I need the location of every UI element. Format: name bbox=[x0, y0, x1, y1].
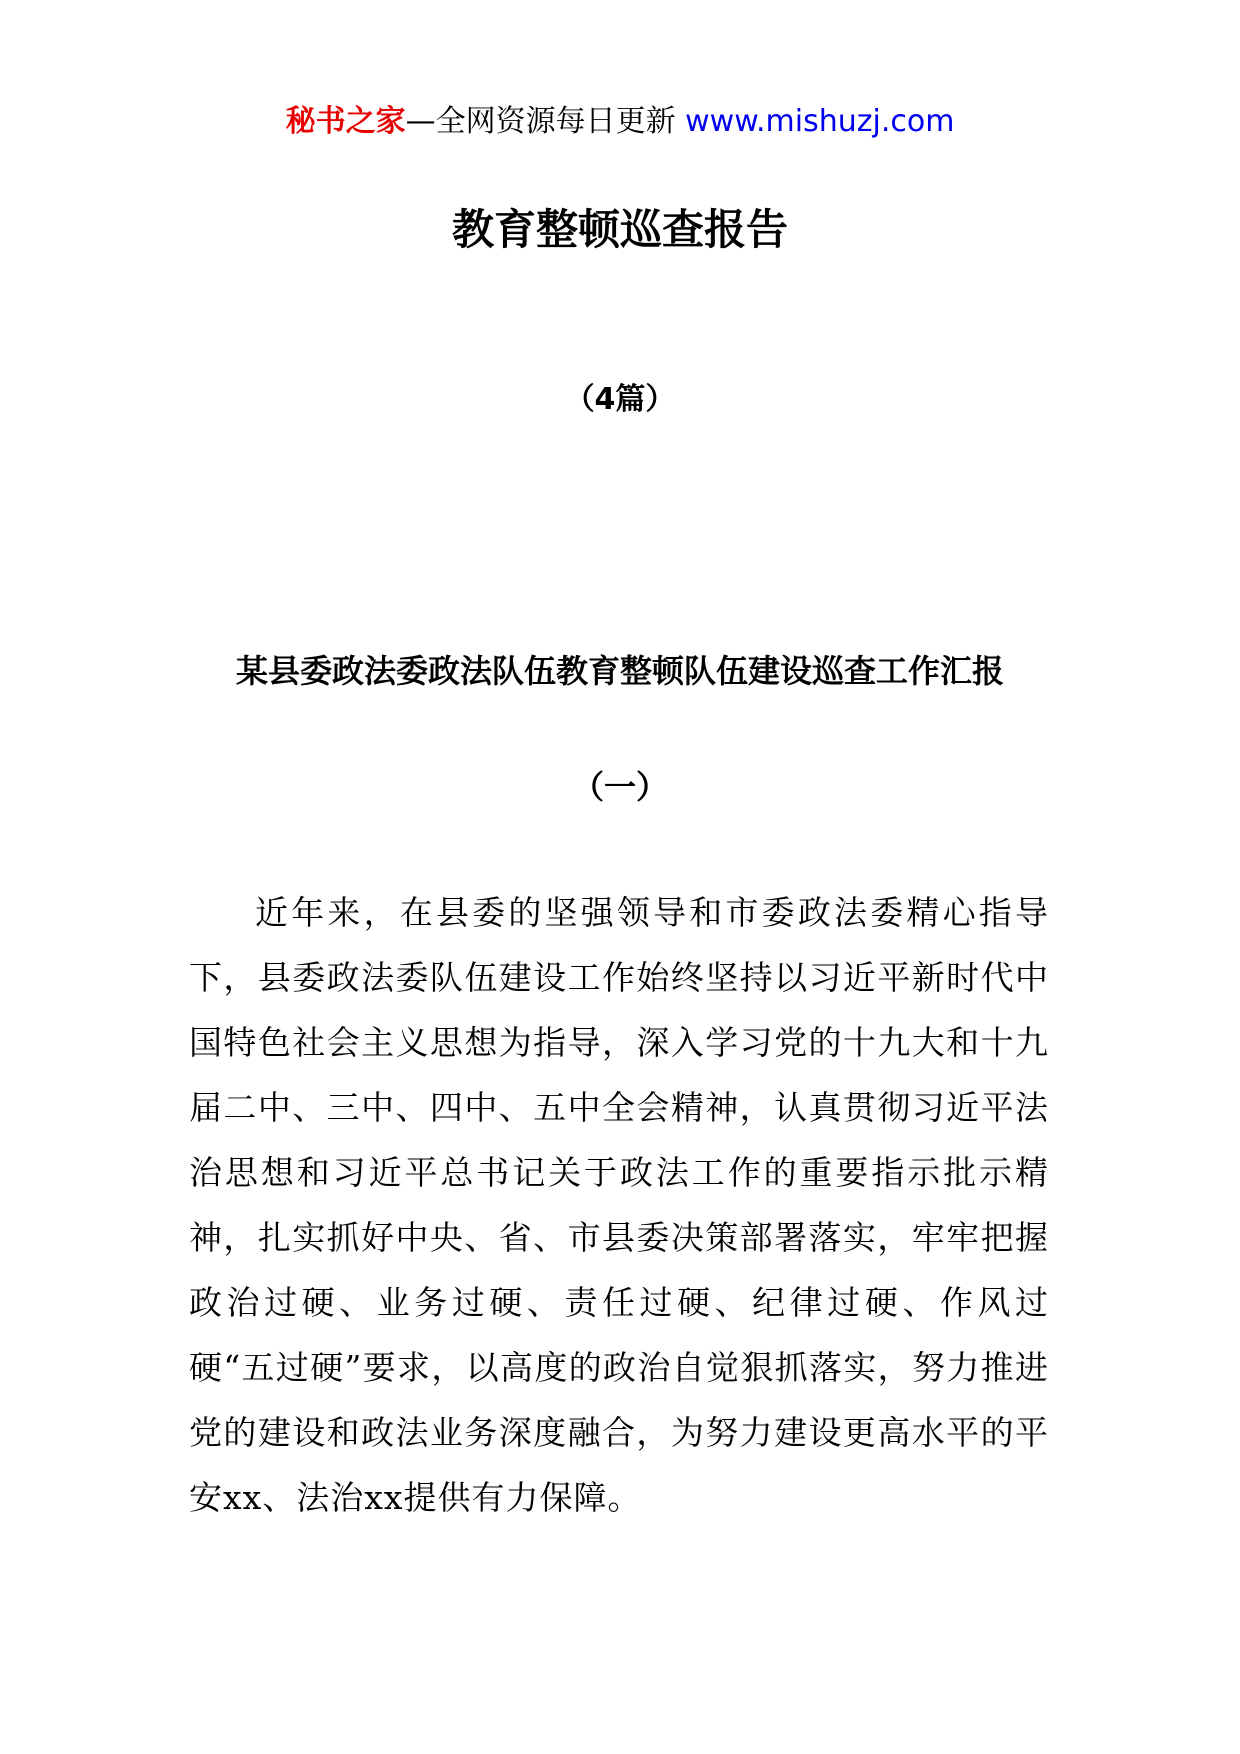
body-paragraph: 近年来，在县委的坚强领导和市委政法委精心指导下，县委政法委队伍建设工作始终坚持以习近平新时代中国特色社会主义思想为指导，深入学习党的十九大和十九届二中、三中、四中、五中全会精神，认真贯彻习近平法治思想和习近平总书记关于政法工作的重要指示批示精神，扎实抓好中央、省、市县委决策部署落实，牢牢把握政治过硬、业务过硬、责任过硬、纪律过硬、作风过硬“五过硬”要求，以高度的政治自觉狠抓落实，努力推进党的建设和政法业务深度融合，为努力建设更高水平的平安xx、法治xx提供有力保障。 bbox=[189, 893, 1049, 1517]
document-count: （4篇） bbox=[564, 382, 676, 417]
brand-name: 秘书之家 bbox=[285, 104, 406, 139]
site-url-link[interactable]: www.mishuzj.com bbox=[685, 104, 955, 139]
header-slogan: —全网资源每日更新 bbox=[405, 104, 686, 139]
site-header bbox=[0, 100, 1240, 144]
section-number: （一） bbox=[571, 768, 668, 806]
document-title: 教育整顿巡查报告 bbox=[451, 205, 788, 254]
section-title: 某县委政法委政法队伍教育整顿队伍建设巡查工作汇报 bbox=[235, 652, 1004, 690]
